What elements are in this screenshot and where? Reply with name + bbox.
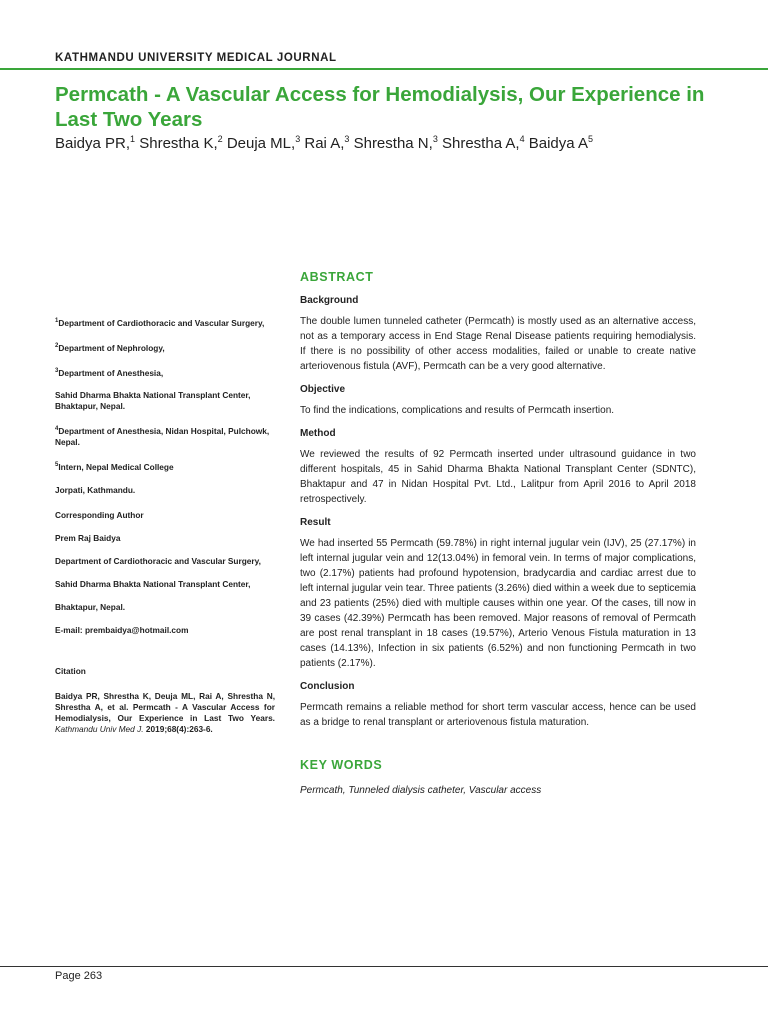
corresponding-heading: Corresponding Author — [55, 509, 144, 520]
affiliation-4: $^4$Department of Anesthesia, Nidan Hospital, Pulchowk, Nepal. — [55, 426, 270, 448]
author — [139, 135, 222, 152]
abstract-column — [300, 270, 696, 798]
objective-heading: Objective — [300, 384, 346, 395]
corresponding-name: Prem Raj Baidya — [55, 532, 121, 543]
abstract-heading: ABSTRACT — [300, 270, 374, 284]
page-number: Page 263 — [55, 970, 103, 982]
author-affiliation-marker: 5 — [587, 134, 593, 144]
author-name: Shrestha K, — [139, 135, 218, 152]
keywords-text: Permcath, Tunneled dialysis catheter, Vascular access — [300, 785, 542, 796]
affiliation-3-center: Sahid Dharma Bhakta National Transplant Center, Bhaktapur, Nepal. — [55, 390, 251, 412]
affiliation-5: $^5$Intern, Nepal Medical College — [55, 461, 174, 472]
author — [227, 135, 300, 152]
conclusion-heading: Conclusion — [300, 681, 355, 692]
journal-name: KATHMANDU UNIVERSITY MEDICAL JOURNAL — [55, 52, 337, 64]
author — [304, 135, 349, 152]
corresponding-center: Sahid Dharma Bhakta National Transplant Center, — [55, 578, 251, 589]
objective-text: To find the indications, complications and results of Permcath insertion. — [300, 405, 615, 416]
method-text: We reviewed the results of 92 Permcath inserted under ultrasound guidance in two different hospitals, 45 in Sahid Dharma Bhakta National Transplant Center (SDNTC), Bhaktapur and 47 in Nidan Hospital Pvt. Ltd., Lalitpur from April 2016 to April 2018 retrospectively. — [300, 449, 696, 505]
affiliation-1: $^1$Department of Cardiothoracic and Vascular Surgery, — [55, 317, 265, 328]
conclusion-text: Permcath remains a reliable method for short term vascular access, hence can be used as a bridge to renal transplant or arteriovenous fistula maturation. — [300, 702, 696, 728]
author — [529, 135, 593, 152]
header-divider — [0, 68, 768, 70]
background-text: The double lumen tunneled catheter (Permcath) is mostly used as an alternative access, not as a temporary access in End Stage Renal Disease patients requiring hemodialysis. If there is no possibility of other access modalities, failed or unable to create native arteriovenous fistula (AVF), Permcath can be a very good alternative. — [300, 316, 696, 372]
author — [354, 135, 438, 152]
result-heading: Result — [300, 517, 331, 528]
background-heading: Background — [300, 295, 359, 306]
citation-heading: Citation — [55, 665, 86, 676]
author — [442, 135, 525, 152]
author-name: Rai A, — [304, 135, 345, 152]
method-heading: Method — [300, 428, 336, 439]
author-name: Shrestha N, — [353, 135, 433, 152]
affiliation-2: $^2$Department of Nephrology, — [55, 342, 165, 353]
sidebar — [55, 316, 275, 735]
footer-divider — [0, 966, 768, 967]
author-affiliation-marker: 4 — [519, 134, 525, 144]
author-affiliation-marker: 3 — [344, 134, 350, 144]
citation-ref: 2019;68(4):263-6. — [145, 723, 213, 734]
citation-journal: Kathmandu Univ Med J. — [55, 723, 144, 734]
author-name: Baidya A — [528, 135, 588, 152]
affiliation-5-city: Jorpati, Kathmandu. — [55, 484, 136, 495]
author-affiliation-marker: 2 — [217, 134, 223, 144]
author-list — [55, 134, 745, 152]
author-affiliation-marker: 1 — [130, 134, 136, 144]
author-affiliation-marker: 3 — [295, 134, 301, 144]
keywords-heading: KEY WORDS — [300, 758, 383, 772]
corresponding-dept: Department of Cardiothoracic and Vascular Surgery, — [55, 555, 261, 566]
citation-text: Baidya PR, Shrestha K, Deuja ML, Rai A, Shrestha N, Shrestha A, et al. Permcath - A Vascular Access for Hemodialysis, Our Experience in Last Two Years. Kathmandu Univ Med J. 2019;68(4):263-6. — [55, 690, 275, 734]
corresponding-city: Bhaktapur, Nepal. — [55, 601, 126, 612]
author-name: Deuja ML, — [226, 135, 296, 152]
author-name: Shrestha A, — [442, 135, 520, 152]
article-title: Permcath - A Vascular Access for Hemodialysis, Our Experience in Last Two Years — [55, 83, 705, 131]
author-affiliation-marker: 3 — [432, 134, 438, 144]
affiliation-3: $^3$Department of Anesthesia, — [55, 367, 164, 378]
author — [55, 135, 135, 152]
corresponding-email[interactable]: E-mail: prembaidya@hotmail.com — [55, 624, 189, 635]
author-name: Baidya PR, — [55, 135, 131, 152]
result-text: We had inserted 55 Permcath (59.78%) in right internal jugular vein (IJV), 25 (27.17%) in left internal jugular vein and 12(13.04%) in femoral vein. In terms of major complications, two (2.17%) patients had profound hypotension, bradycardia and cardiac arrest due to left internal jugular vein tear. Three patients (3.26%) died within a week due to septicemia and 23 patients (25%) died with multiple causes within one year. Of the cases, till now in 39 cases (42.39%) Permcath has been removed. Major reasons of removal of Permcath are post renal transplant in 18 cases (19.57%), Arterio Venous Fistula maturation in 13 cases (14.13%), Infection in six patients (6.52%) and non functioning Permcath in two patients (2.17%). — [300, 538, 696, 669]
